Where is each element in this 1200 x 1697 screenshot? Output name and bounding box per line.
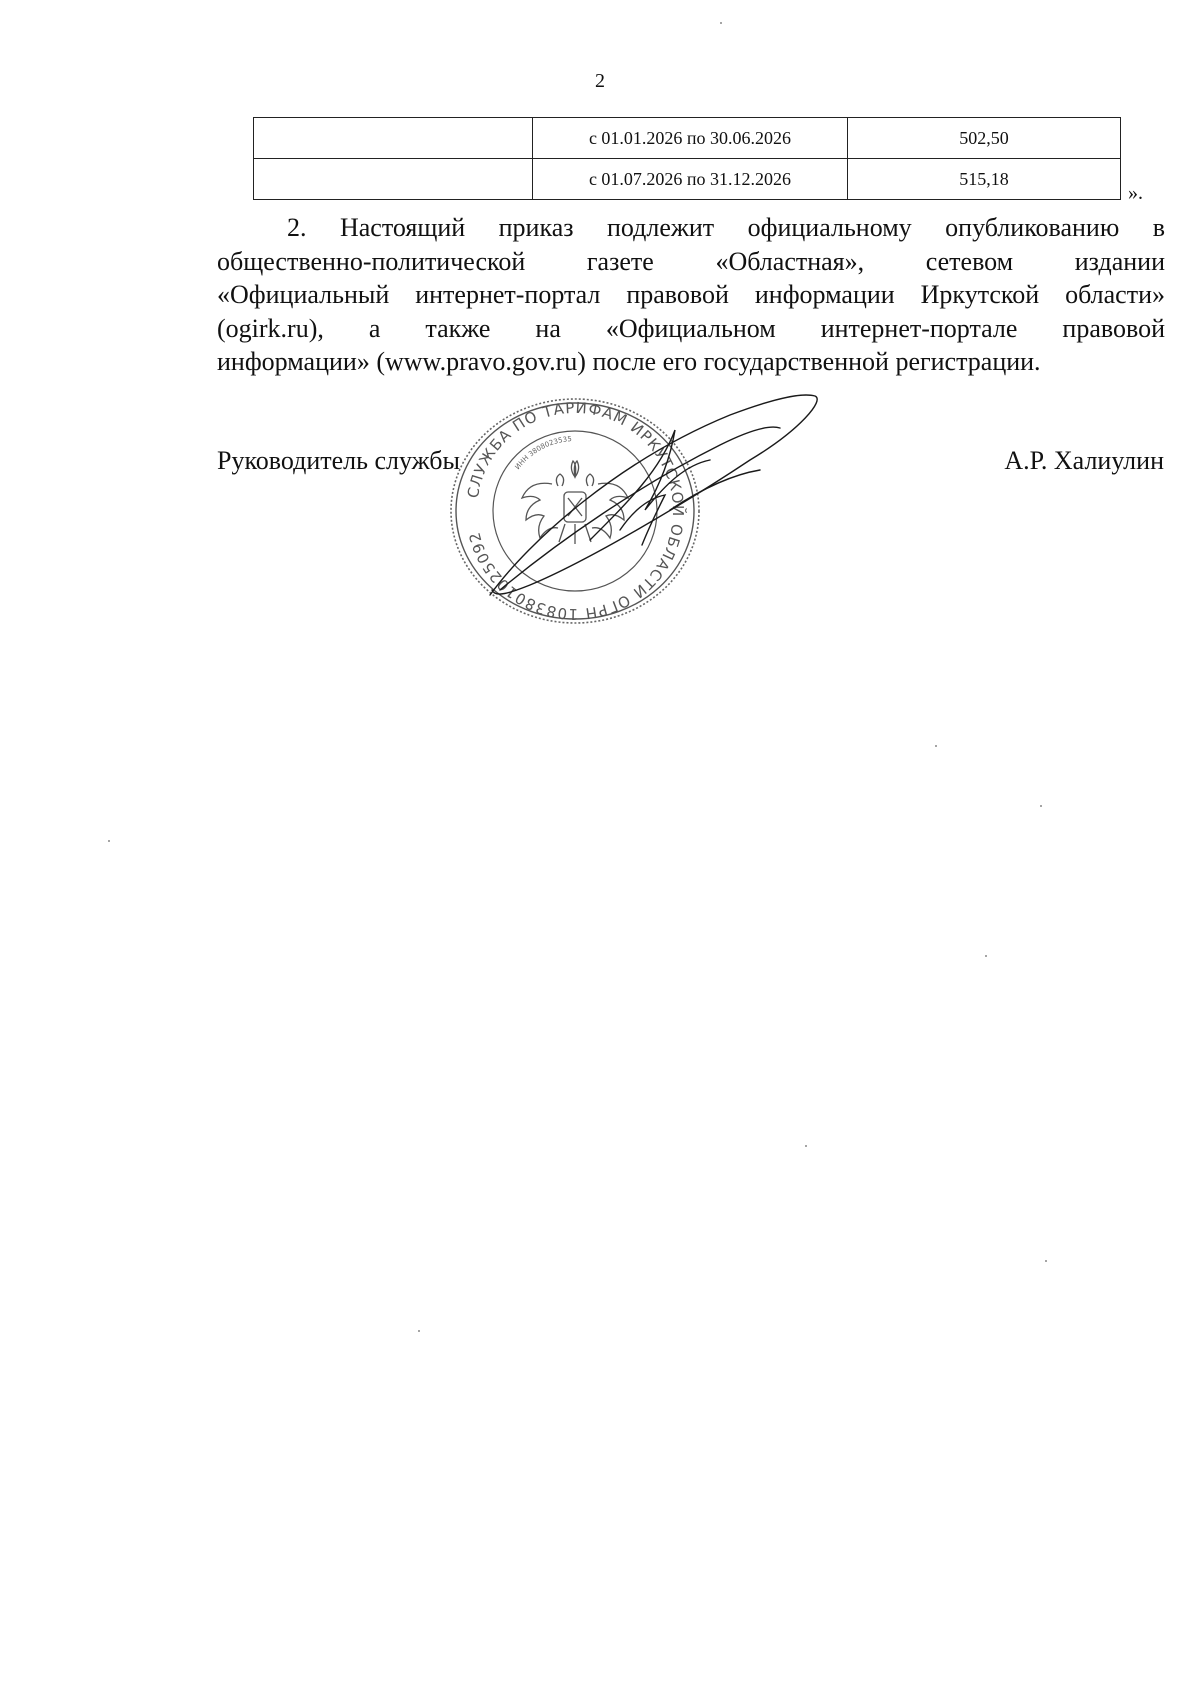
table-row: [254, 118, 1121, 159]
table-cell-category: [254, 159, 533, 200]
closing-quote: ».: [1128, 182, 1143, 204]
signatory-name: А.Р. Халиулин: [1004, 446, 1164, 475]
paragraph-line: информации» (www.pravo.gov.ru) после его государственной регистрации.: [217, 347, 1041, 376]
scan-speck: [935, 745, 937, 747]
handwritten-signature: [470, 390, 840, 620]
paragraph-line: 2. Настоящий приказ подлежит официальному опубликованию в: [287, 213, 1165, 242]
table-cell-value: 515,18: [848, 159, 1121, 200]
paragraph-publication: [217, 211, 1165, 379]
table-cell-category: [254, 118, 533, 159]
seal-inner-text: ИНН 3808023535: [513, 435, 573, 472]
paragraph-line: (ogirk.ru), а также на «Официальном интернет-портале правовой: [217, 313, 1165, 343]
scan-speck: [720, 22, 722, 24]
table-cell-period: с 01.01.2026 по 30.06.2026: [533, 118, 848, 159]
table-cell-value: 502,50: [848, 118, 1121, 159]
scan-speck: [985, 955, 987, 957]
table-cell-period: с 01.07.2026 по 31.12.2026: [533, 159, 848, 200]
tariff-table: [253, 117, 1121, 200]
paragraph-line: общественно-политической газете «Областная», сетевом издании: [217, 246, 1165, 276]
scan-speck: [805, 1145, 807, 1147]
signatory-position: Руководитель службы: [217, 446, 460, 475]
seal-outer-text: СЛУЖБА ПО ТАРИФАМ ИРКУТСКОЙ ОБЛАСТИ ОГРН 1083801025092: [463, 398, 688, 624]
paragraph-line: «Официальный интернет-портал правовой информации Иркутской области»: [217, 280, 1165, 309]
page-number: 2: [595, 70, 605, 92]
scan-speck: [1045, 1260, 1047, 1262]
table-row: [254, 159, 1121, 200]
scan-speck: [1040, 805, 1042, 807]
scan-speck: [418, 1330, 420, 1332]
scan-speck: [108, 840, 110, 842]
